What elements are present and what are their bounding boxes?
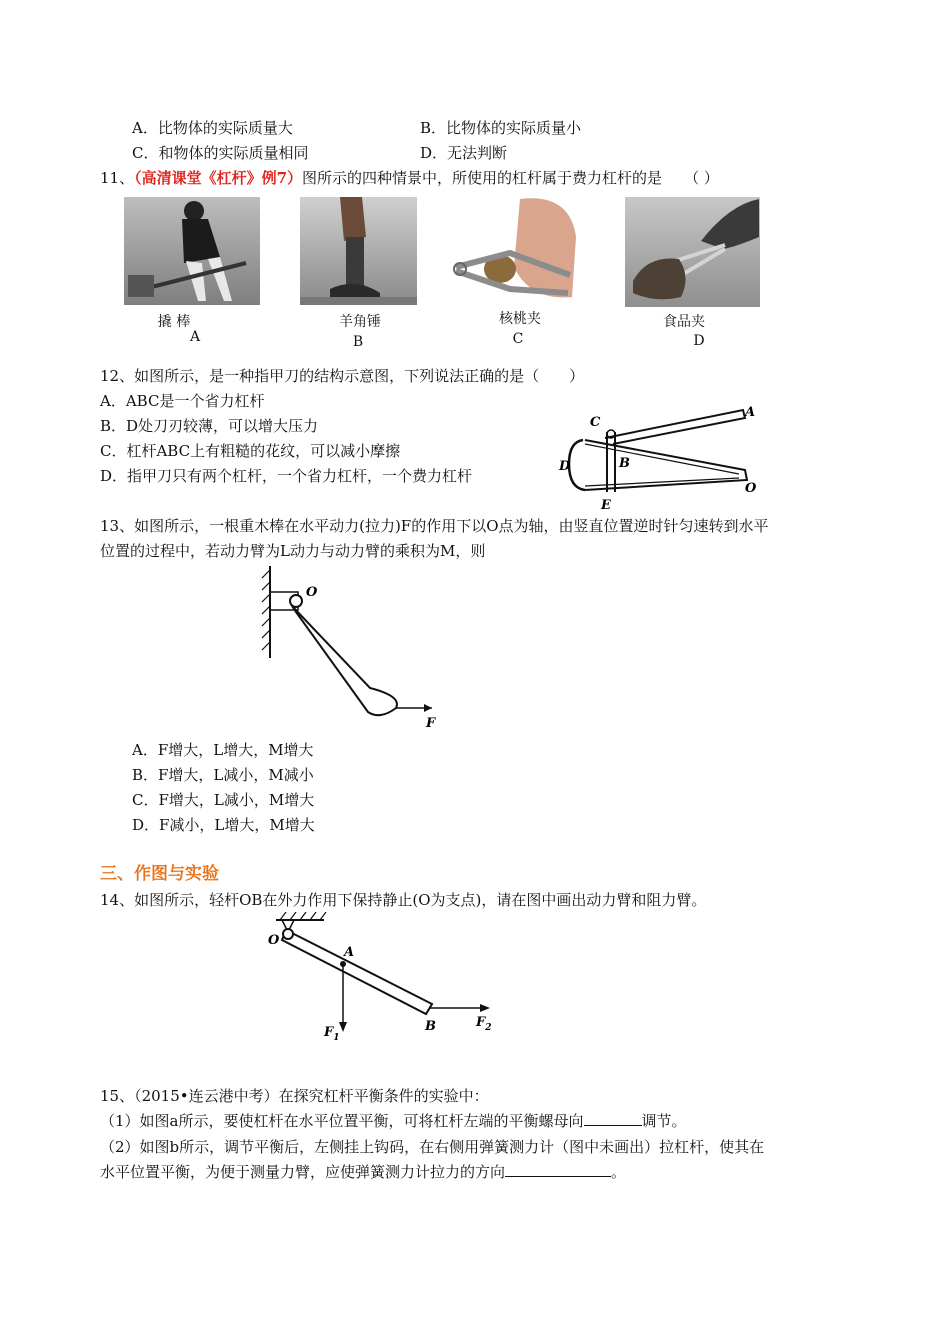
caption-d-name: 食品夹 (663, 314, 705, 330)
crowbar-photo (124, 197, 260, 305)
caption-c-letter: C (512, 331, 524, 347)
caption-b-letter: B (352, 334, 364, 350)
q15-part2-suffix: 。 (611, 1163, 627, 1181)
wooden-stick-diagram (260, 562, 450, 734)
nutcracker-photo (450, 197, 585, 305)
caption-a-letter: A (189, 329, 201, 345)
caption-d-letter: D (693, 333, 705, 349)
food-tongs-illustration (625, 197, 760, 307)
q15-part1-text: （1）如图a所示，要使杠杆在水平位置平衡，可将杠杆左端的平衡螺母向 (100, 1112, 584, 1130)
light-rod-diagram (260, 912, 500, 1048)
q15-part2-text: 水平位置平衡，为便于测量力臂，应使弹簧测力计拉力的方向 (100, 1163, 506, 1181)
q15-answer-blank-1[interactable] (584, 1111, 642, 1126)
q15-stem: 15、（2015•连云港中考）在探究杠杆平衡条件的实验中： (100, 1087, 489, 1105)
q10-option-a: A．比物体的实际质量大 (132, 119, 293, 137)
caption-a-name: 撬 棒 (157, 314, 191, 330)
section-3-heading: 三、作图与实验 (100, 864, 219, 884)
q11-source: （高清课堂《杠杆》例7） (134, 169, 303, 187)
nutcracker-illustration (450, 197, 585, 305)
rod-ob (282, 930, 432, 1014)
q13-stem-line2: 位置的过程中，若动力臂为L动力与动力臂的乘积为M，则 (100, 542, 486, 560)
q11-number: 11、 (100, 169, 135, 187)
caption-c-name: 核桃夹 (499, 311, 541, 327)
q13-option-b: B．F增大，L减小，M减小 (132, 766, 314, 784)
q13-option-a: A．F增大，L增大，M增大 (132, 741, 314, 759)
q12-option-c: C．杠杆ABC上有粗糙的花纹，可以减小摩擦 (100, 442, 401, 460)
stick-label-f: F (426, 716, 436, 731)
q13-stem-line1: 13、如图所示，一根重木棒在水平动力(拉力)F的作用下以O点为轴，由竖直位置逆时针匀速转到水平 (100, 517, 769, 535)
q11-stem (100, 168, 719, 188)
clipper-label-a: A (745, 405, 756, 420)
pivot-o (283, 929, 293, 939)
crowbar-illustration (124, 197, 260, 305)
caption-b-name: 羊角锤 (339, 314, 381, 330)
clipper-lever-abc (605, 410, 745, 444)
rod-label-f2: $F_2$ (476, 1015, 492, 1033)
stick-label-o: O (306, 585, 318, 600)
pivot-o (290, 595, 302, 607)
q10-option-d: D．无法判断 (420, 144, 508, 162)
rod-label-b: B (425, 1019, 436, 1034)
wooden-stick (292, 606, 397, 715)
clipper-label-b: B (619, 456, 630, 471)
q15-part2-line2 (100, 1162, 626, 1182)
q13-option-d: D．F减小，L增大，M增大 (132, 816, 315, 834)
q15-part2-line1: （2）如图b所示，调节平衡后，左侧挂上钩码，在右侧用弹簧测力计（图中未画出）拉杠杆，使其在 (100, 1138, 765, 1156)
q15-part1-suffix: 调节。 (641, 1112, 687, 1130)
claw-hammer-photo (300, 197, 417, 305)
q12-option-d: D．指甲刀只有两个杠杆，一个省力杠杆，一个费力杠杆 (100, 467, 473, 485)
rod-label-o: O (268, 933, 280, 948)
clipper-body (585, 440, 747, 490)
q10-option-c: C．和物体的实际质量相同 (132, 144, 309, 162)
rod-label-a: A (344, 945, 355, 960)
clipper-jaw (569, 440, 585, 490)
q15-answer-blank-2[interactable] (505, 1162, 611, 1177)
claw-hammer-illustration (300, 197, 417, 305)
nail-clipper-diagram (555, 396, 770, 514)
q11-paren: （ ） (684, 169, 719, 187)
q14-stem: 14、如图所示，轻杆OB在外力作用下保持静止(O为支点)，请在图中画出动力臂和阻力臂。 (100, 891, 707, 909)
q13-option-c: C．F增大，L减小，M增大 (132, 791, 315, 809)
rod-label-f1: $F_1$ (324, 1025, 340, 1043)
clipper-label-c: C (590, 415, 601, 430)
q15-part1 (100, 1111, 687, 1131)
clipper-label-d: D (559, 459, 571, 474)
food-tongs-photo (625, 197, 760, 307)
q12-option-b: B．D处刀刃较薄，可以增大压力 (100, 417, 319, 435)
clipper-label-o: O (745, 481, 757, 496)
q12-stem: 12、如图所示，是一种指甲刀的结构示意图，下列说法正确的是（ ） (100, 367, 585, 385)
clipper-label-e: E (601, 498, 611, 513)
q12-option-a: A．ABC是一个省力杠杆 (100, 392, 265, 410)
q10-option-b: B．比物体的实际质量小 (420, 119, 582, 137)
q11-text: 图所示的四种情景中，所使用的杠杆属于费力杠杆的是 (302, 169, 663, 187)
